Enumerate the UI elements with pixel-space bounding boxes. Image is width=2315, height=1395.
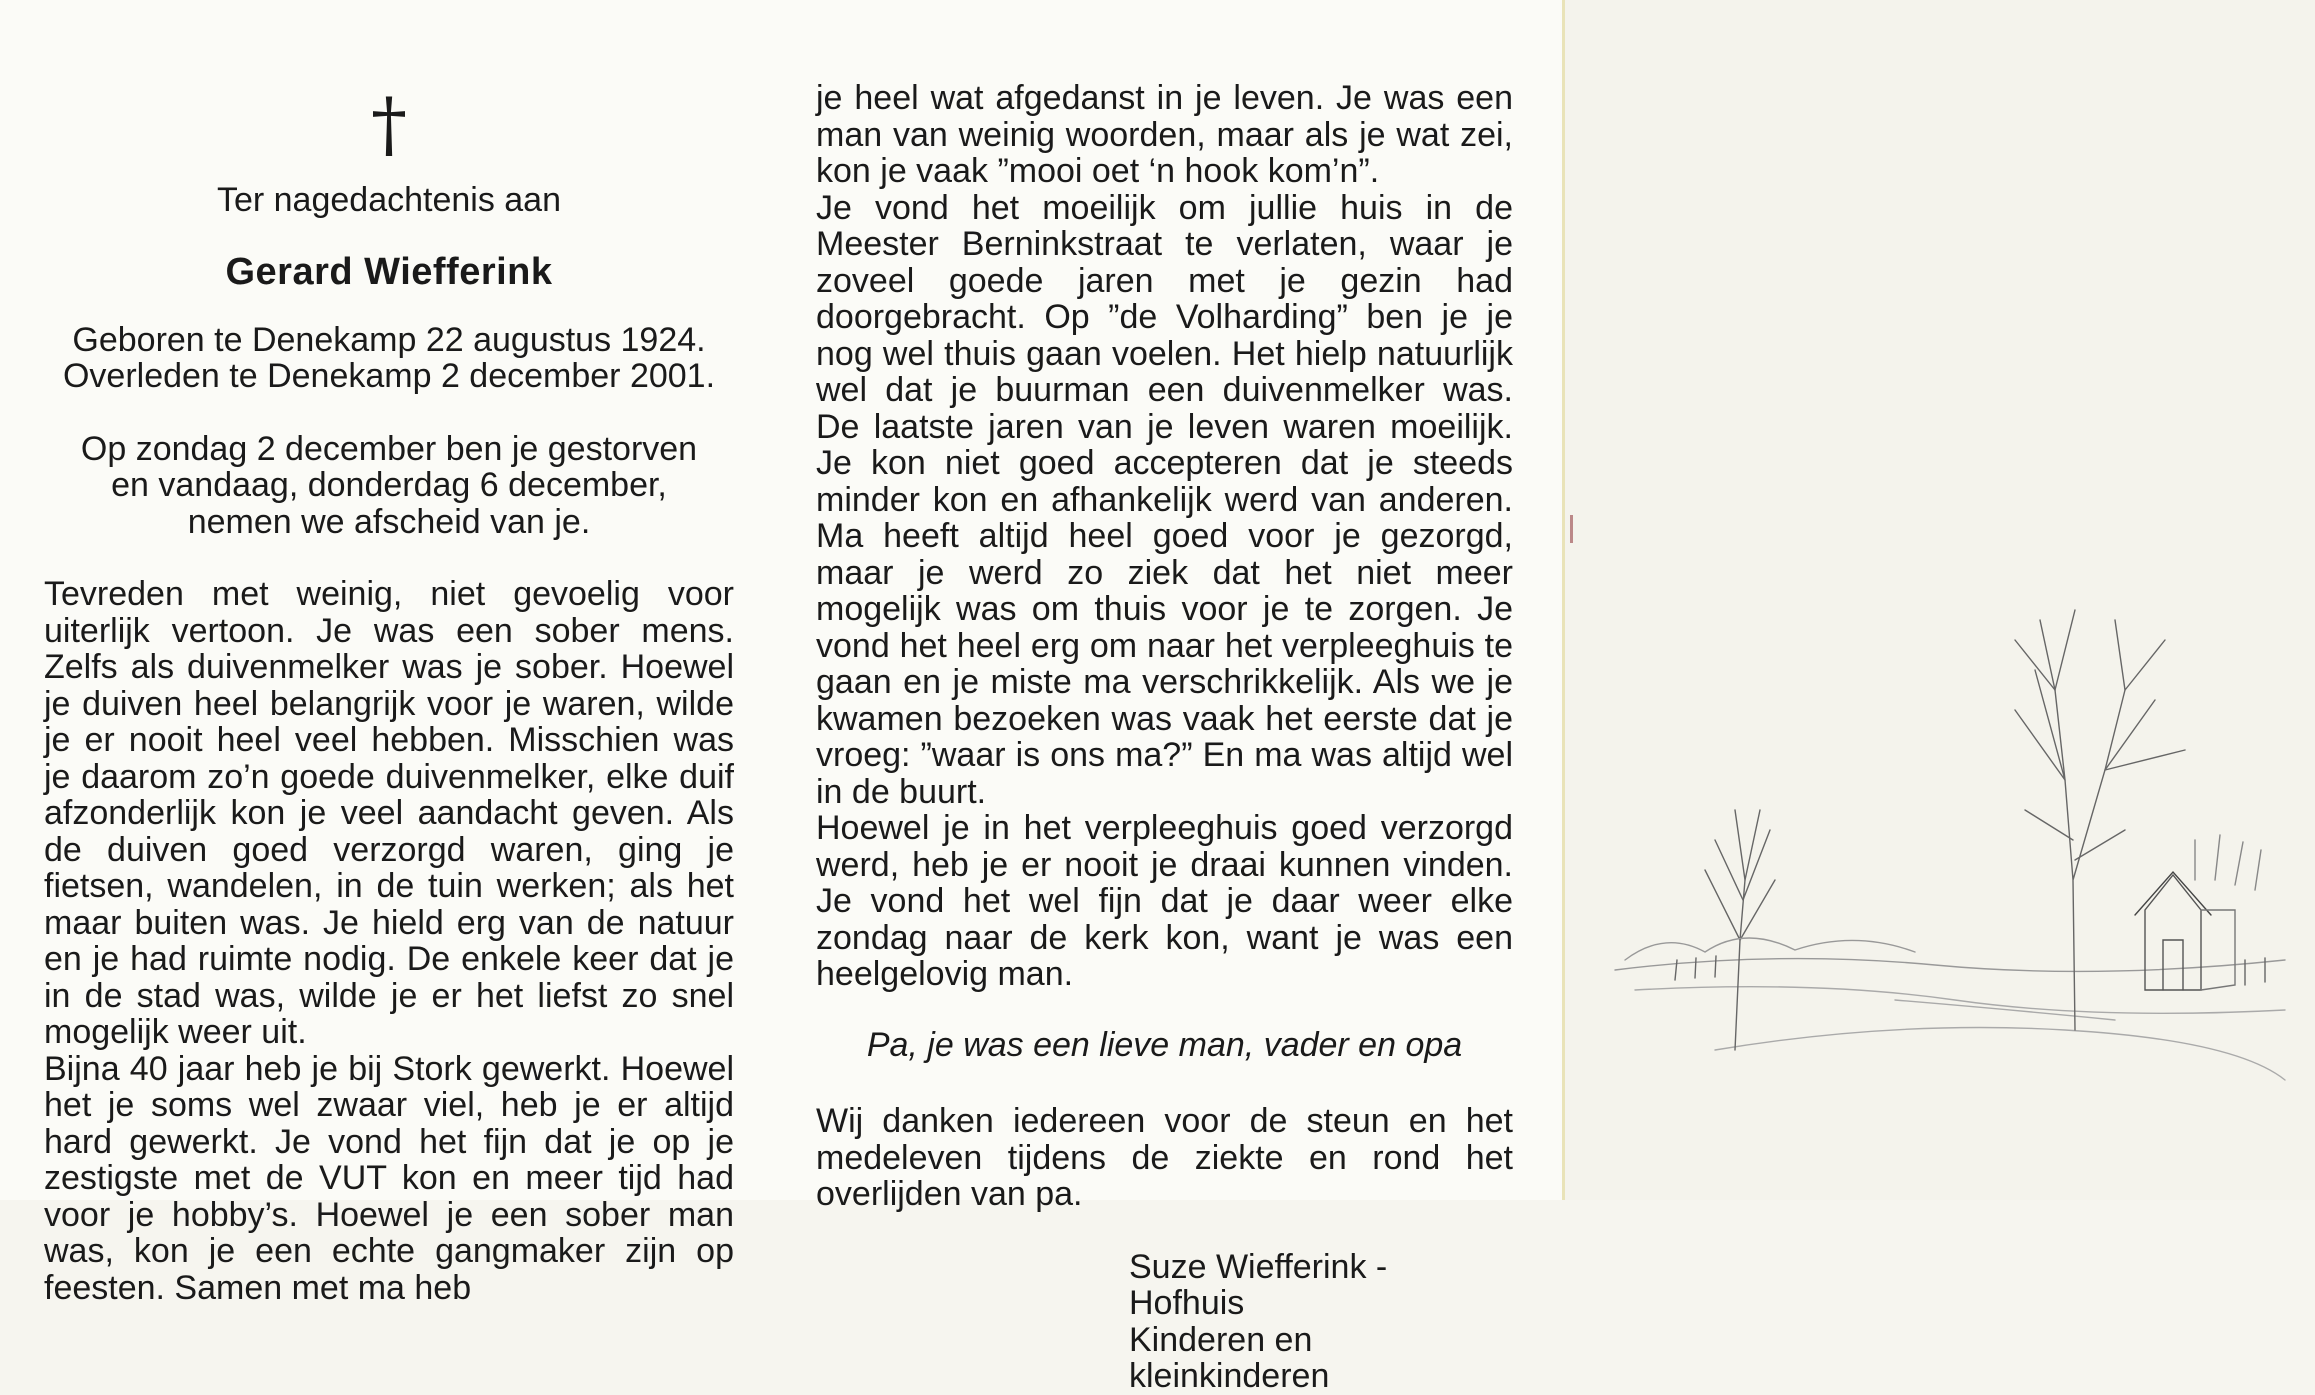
signature-block xyxy=(816,1249,1513,1395)
intro-line: Op zondag 2 december ben je gestorven xyxy=(80,429,698,468)
birth-line: Geboren te Denekamp 22 augustus 1924. xyxy=(72,320,706,359)
card-illustration-panel xyxy=(1562,0,2315,1200)
winter-landscape-sketch-image xyxy=(1595,580,2295,1100)
paragraph: Bijna 40 jaar heb je bij Stork gewerkt. Hoewel het je soms wel zwaar viel, heb je er altijd hard gewerkt. Je vond het fijn dat je op je zestigste met de VUT kon en meer tijd had voor je hobby’s. Hoewel je een sober man was, kon je een echte gangmaker zijn op feesten. Samen met ma heb xyxy=(44,1049,734,1307)
memorial-subtitle: Ter nagedachtenis aan xyxy=(216,181,562,219)
right-column xyxy=(816,80,1513,1395)
paragraph: Tevreden met weinig, niet gevoelig voor uiterlijk vertoon. Je was een sober mens. Zelfs als duivenmelker was je sober. Hoewel je duiven heel belangrijk voor je waren, wilde je er nooit heel veel hebben. Misschien was je daarom zo’n goede duivenmelker, elke duif afzonderlijk kon je veel aandacht geven. Als de duiven goed verzorgd waren, ging je fietsen, wandelen, in de tuin werken; als het maar buiten was. Je hield erg van de natuur en je had ruimte nodig. De enkele keer dat je in de stad was, wilde je er het liefst zo snel mogelijk weer uit. xyxy=(44,575,734,1051)
cross-icon: † xyxy=(371,82,407,166)
intro-line: en vandaag, donderdag 6 december, xyxy=(111,466,667,504)
thanks-paragraph: Wij danken iedereen voor de steun en het medeleven tijdens de ziekte en rond het overlijden van pa. xyxy=(816,1102,1513,1213)
intro-lines xyxy=(44,431,734,541)
intro-line: nemen we afscheid van je. xyxy=(187,502,591,541)
left-column xyxy=(44,82,734,1307)
motto: Pa, je was een lieve man, vader en opa xyxy=(866,1025,1463,1064)
paragraph: Hoewel je in het verpleeghuis goed verzorgd werd, heb je er nooit je draai kunnen vinden. Je vond het wel fijn dat je daar weer elke zondag naar de kerk kon, want je was een heelgelovig man. xyxy=(816,809,1513,993)
paragraph: Je vond het moeilijk om jullie huis in de Meester Berninkstraat te verlaten, waar je zoveel goede jaren met je gezin had doorgebracht. Op ”de Volharding” ben je je nog wel thuis gaan voelen. Het hielp natuurlijk wel dat je buurman een duivenmelker was. De laatste jaren van je leven waren moeilijk. Je kon niet goed accepteren dat je steeds minder kon en afhankelijk werd van anderen. Ma heeft altijd heel goed voor je gezorgd, maar je werd zo ziek dat het niet meer mogelijk was om thuis voor je te zorgen. Je vond het heel erg om naar het verpleeghuis te gaan en je miste ma verschrikkelijk. Als we je kwamen bezoeken was vaak het eerste dat je vroeg: ”waar is ons ma?” En ma was altijd wel in de buurt. xyxy=(816,188,1513,811)
signature-line: Kinderen en kleinkinderen xyxy=(1129,1320,1330,1395)
signature-line: Suze Wiefferink - Hofhuis xyxy=(1129,1247,1388,1322)
paragraph: je heel wat afgedanst in je leven. Je was een man van weinig woorden, maar als je wat zei, kon je vaak ”mooi oet ‘n hook kom’n”. xyxy=(816,79,1513,190)
paper-mark xyxy=(1570,515,1573,543)
deceased-name: Gerard Wiefferink xyxy=(225,250,553,293)
life-dates xyxy=(44,322,734,395)
death-line: Overleden te Denekamp 2 december 2001. xyxy=(62,357,716,395)
